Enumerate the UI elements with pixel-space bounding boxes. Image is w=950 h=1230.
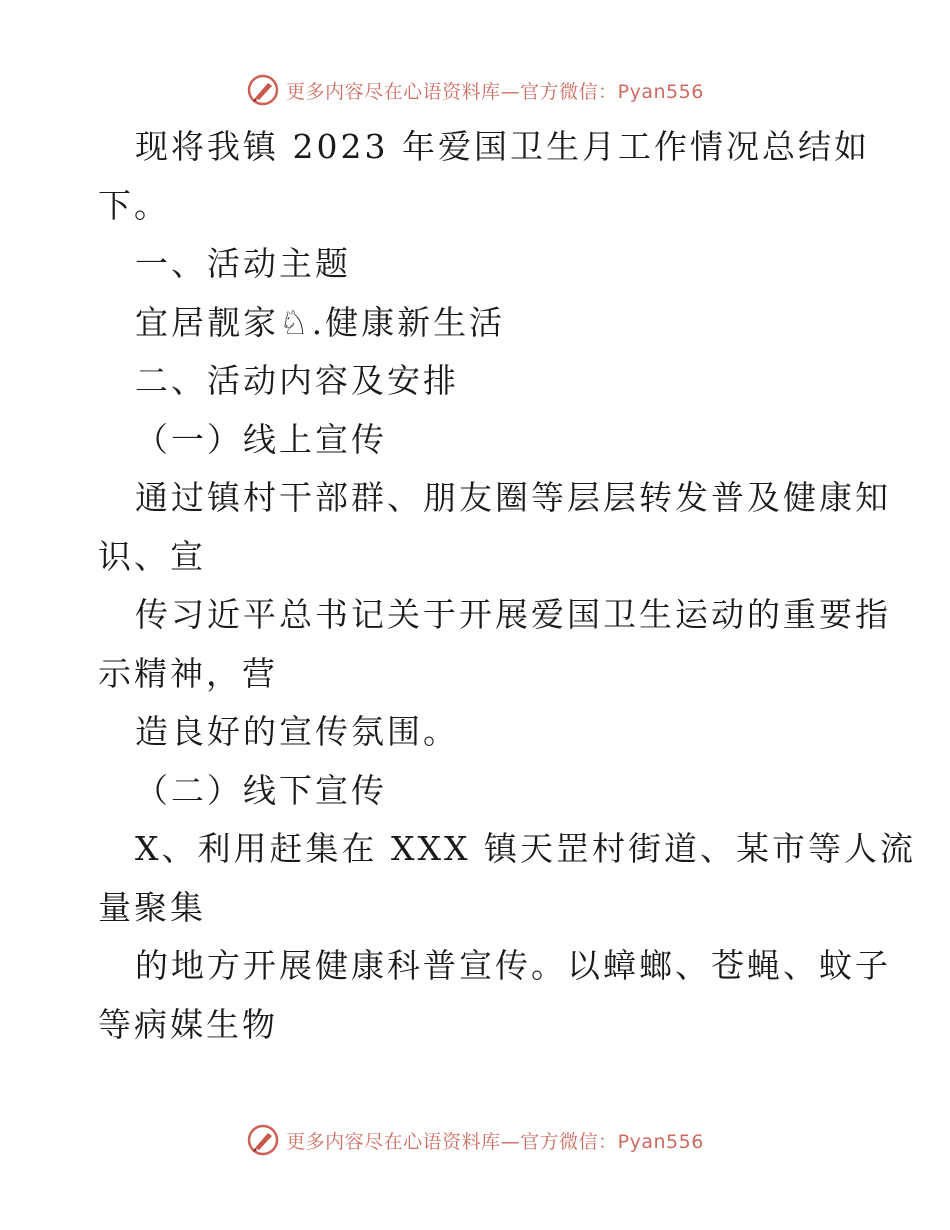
section-heading: 一、活动主题 <box>135 244 351 283</box>
paragraph-line: 量聚集 <box>98 887 206 927</box>
paragraph-line: 现将我镇 2023 年爱国卫生月工作情况总结如 <box>135 127 870 166</box>
paragraph-line: 造良好的宣传氛围。 <box>135 712 459 751</box>
pen-logo-icon <box>246 1123 280 1157</box>
paragraph-line: 等病媒生物 <box>98 1004 278 1044</box>
paragraph-line: 宜居靓家♘.健康新生活 <box>135 302 506 342</box>
paragraph-line: X、利用赶集在 XXX 镇天罡村街道、某市等人流 <box>135 829 916 868</box>
paragraph-line: 的地方开展健康科普宣传。以蟑螂、苍蝇、蚊子 <box>135 946 891 985</box>
paragraph-line: 示精神，营 <box>98 653 278 693</box>
watermark-text: 更多内容尽在心语资料库—官方微信：Pyan556 <box>286 1130 704 1153</box>
pen-logo-icon <box>246 73 280 107</box>
watermark-text: 更多内容尽在心语资料库—官方微信：Pyan556 <box>286 80 704 103</box>
paragraph-line: 通过镇村干部群、朋友圈等层层转发普及健康知 <box>135 478 891 517</box>
subsection-heading: （一）线上宣传 <box>135 419 387 459</box>
paragraph-line: 传习近平总书记关于开展爱国卫生运动的重要指 <box>135 595 891 634</box>
footer-watermark <box>0 1120 950 1160</box>
document-body <box>98 118 916 1054</box>
section-heading: 二、活动内容及安排 <box>135 361 459 400</box>
header-watermark <box>0 70 950 110</box>
paragraph-line: 识、宣 <box>98 536 206 576</box>
subsection-heading: （二）线下宣传 <box>135 770 387 810</box>
paragraph-line: 下。 <box>98 185 170 225</box>
